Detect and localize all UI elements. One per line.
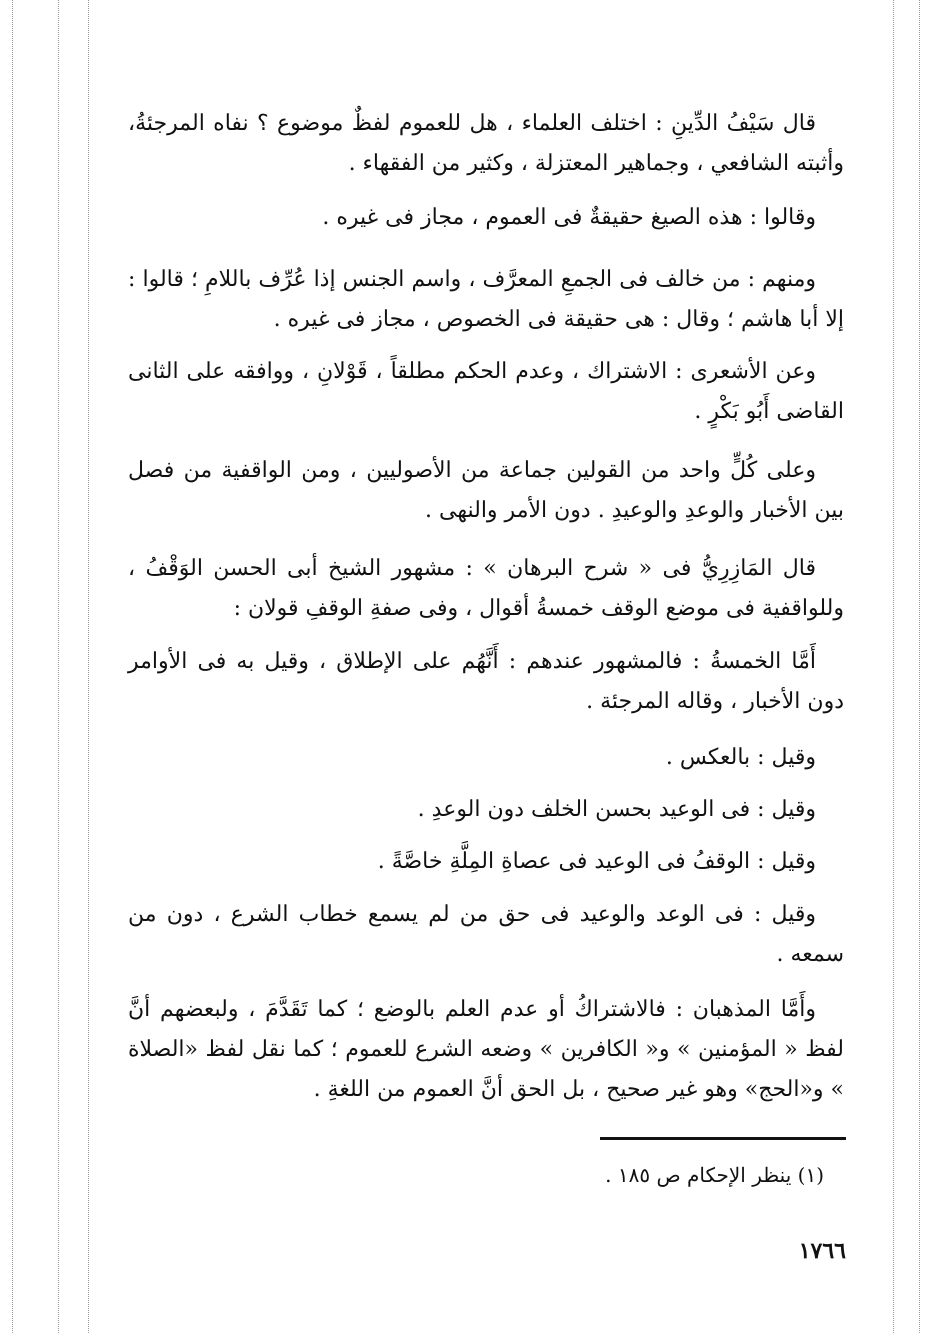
body-paragraph xyxy=(128,451,844,531)
paragraph-text: وقيل : بالعكس . xyxy=(665,745,816,770)
scan-margin-dots xyxy=(893,0,894,1333)
paragraph-text: وعن الأشعرى : الاشتراك ، وعدم الحكم مطلقاً ، قَوْلانِ ، ووافقه على الثانى القاضى أَبُو بَكْرٍ . xyxy=(128,359,844,424)
page-number: ١٧٦٦ xyxy=(798,1238,846,1264)
paragraph-text: وقيل : الوقفُ فى الوعيد فى عصاةِ المِلَّةِ خاصَّةً . xyxy=(377,849,816,874)
body-paragraph xyxy=(128,738,844,778)
scan-margin-dots xyxy=(58,0,59,1333)
body-paragraph xyxy=(128,642,844,722)
body-paragraph xyxy=(128,842,844,882)
paragraph-text: وقيل : فى الوعيد بحسن الخلف دون الوعدِ . xyxy=(417,797,816,822)
body-paragraph xyxy=(128,198,844,238)
body-paragraph xyxy=(128,549,844,629)
body-paragraph xyxy=(128,895,844,975)
footnote: (١) ينظر الإحكام ص ١٨٥ . xyxy=(605,1163,824,1187)
scan-margin-dots xyxy=(12,0,13,1333)
paragraph-text: وقالوا : هذه الصيغ حقيقةٌ فى العموم ، مجاز فى غيره . xyxy=(322,205,816,230)
paragraph-text: أَمَّا الخمسةُ : فالمشهور عندهم : أَنَّهُم على الإطلاق ، وقيل به فى الأوامر دون الأخبار ، وقاله المرجئة . xyxy=(128,649,844,714)
footnote-separator xyxy=(600,1137,846,1140)
scan-margin-dots xyxy=(88,0,89,1333)
scan-margin-dots xyxy=(919,0,920,1333)
body-paragraph xyxy=(128,790,844,830)
paragraph-text: وأَمَّا المذهبان : فالاشتراكُ أو عدم العلم بالوضع ؛ كما تَقَدَّمَ ، ولبعضهم أنَّ لفظ « المؤمنين » و« الكافرين » وضعه الشرع للعموم ؛ كما نقل لفظ «الصلاة » و«الحج» وهو غير صحيح ، بل الحق أنَّ العموم من اللغةِ . xyxy=(128,997,844,1102)
body-paragraph xyxy=(128,260,844,340)
body-paragraph xyxy=(128,990,844,1110)
paragraph-text: وعلى كُلٍّ واحد من القولين جماعة من الأصوليين ، ومن الواقفية من فصل بين الأخبار والوعدِ والوعيدِ . دون الأمر والنهى . xyxy=(128,458,844,523)
body-paragraph xyxy=(128,352,844,432)
paragraph-text: قال المَازِرِيُّ فى « شرح البرهان » : مشهور الشيخ أبى الحسن الوَقْفُ ، وللواقفية فى موضع الوقف خمسةُ أقوال ، وفى صفةِ الوقفِ قولان : xyxy=(128,556,844,621)
paragraph-text: ومنهم : من خالف فى الجمعِ المعرَّف ، واسم الجنس إذا عُرِّف باللامِ ؛ قالوا : إلا أبا هاشم ؛ وقال : هى حقيقة فى الخصوص ، مجاز فى غيره . xyxy=(128,267,844,332)
body-paragraph xyxy=(128,104,844,184)
paragraph-text: قال سَيْفُ الدِّينِ : اختلف العلماء ، هل للعموم لفظٌ موضوع ؟ نفاه المرجئةُ، وأثبته الشافعي ، وجماهير المعتزلة ، وكثير من الفقهاء . xyxy=(128,111,844,176)
paragraph-text: وقيل : فى الوعد والوعيد فى حق من لم يسمع خطاب الشرع ، دون من سمعه . xyxy=(128,902,844,967)
